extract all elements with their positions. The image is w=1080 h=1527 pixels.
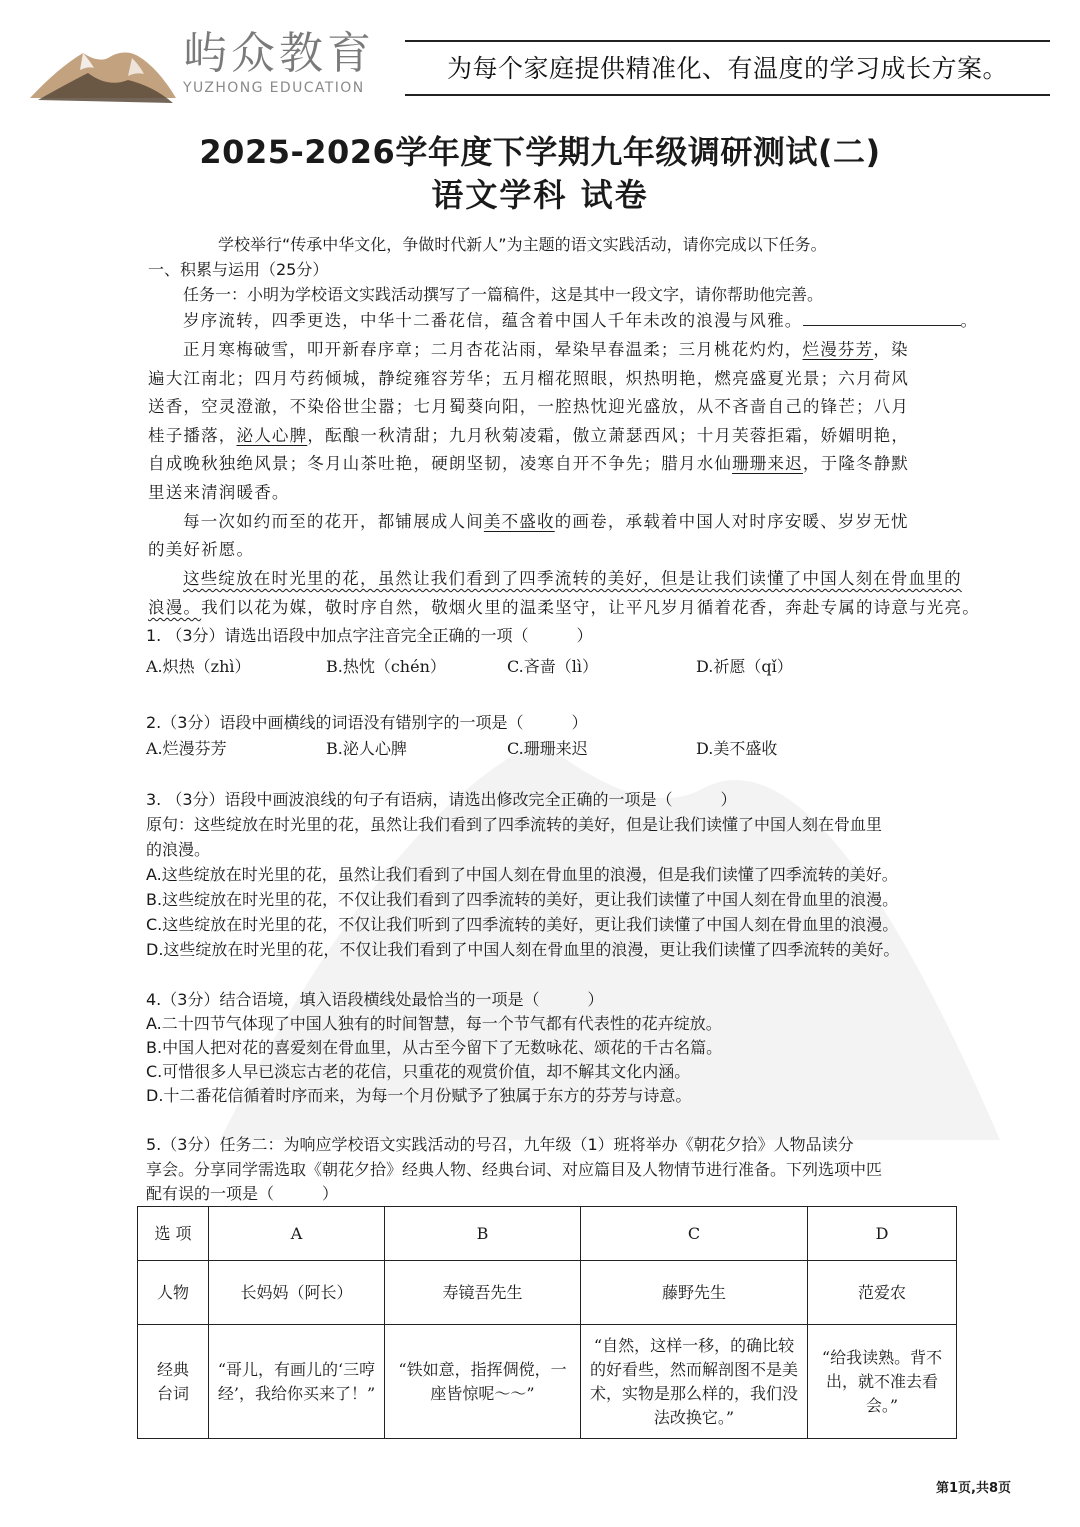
passage-line [183, 339, 909, 361]
passage-text: 每一次如约而至的花开，都铺展成人间 [183, 512, 484, 531]
table-cell: “铁如意，指挥倜傥，一座皆惊呢～～” [385, 1325, 581, 1439]
table-cell: “给我读熟。背不出，就不准去看会。” [808, 1325, 957, 1439]
question-2-option: B.泌人心脾 [326, 739, 407, 758]
exam-subtitle: 语文学科 试卷 [431, 176, 649, 214]
passage-line [183, 511, 909, 533]
passage-text: 岁序流转，四季更迭，中华十二番花信，蕴含着中国人千年未改的浪漫与风雅。 [183, 311, 803, 330]
passage-line [148, 597, 980, 619]
table-cell: “自然，这样一移，的确比较的好看些，然而解剖图不是美术，实物是那么样的，我们没法改换它。” [581, 1325, 808, 1439]
passage-text: 正月寒梅破雪，叩开新春序章；二月杏花沾雨，晕染早春温柔；三月桃花灼灼， [183, 340, 803, 359]
question-2-option: C.珊珊来迟 [507, 739, 588, 758]
question-2-option: A.烂漫芬芳 [146, 739, 227, 758]
question-4-option: B.中国人把对花的喜爱刻在骨血里，从古至今留下了无数咏花、颂花的千古名篇。 [146, 1038, 723, 1057]
passage-text: 的画卷，承载着中国人对时序安暖、岁岁无忧 [554, 512, 909, 531]
fill-blank [803, 311, 961, 326]
question-3-option: D.这些绽放在时光里的花，不仅让我们看到了中国人刻在骨血里的浪漫，更让我们读懂了四季流转的美好。 [146, 940, 900, 959]
question-4-option: C.可惜很多人早已淡忘古老的花信，只重花的观赏价值，却不解其文化内涵。 [146, 1062, 691, 1081]
slogan-top-rule [405, 40, 1050, 42]
passage-text: 自成晚秋独绝风景；冬月山茶吐艳，硬朗坚韧，凌寒自开不争先；腊月水仙 [148, 454, 733, 473]
question-2-option: D.美不盛收 [696, 739, 778, 758]
mountain-logo-icon [28, 28, 178, 108]
table-header-cell: D [808, 1207, 957, 1261]
table-cell: 范爱农 [808, 1261, 957, 1325]
intro-text: 学校举行“传承中华文化，争做时代新人”为主题的语文实践活动，请你完成以下任务。 [218, 235, 827, 254]
table-row-label [138, 1325, 209, 1439]
question-3-option: C.这些绽放在时光里的花，不仅让我们听到了四季流转的美好，更让我们读懂了中国人刻在骨血里的浪漫。 [146, 915, 899, 934]
question-2-stem: 2.（3分）语段中画横线的词语没有错别字的一项是（ ） [146, 713, 588, 732]
table-row-label-line: 台词 [156, 1383, 189, 1403]
table-cell: “哥儿，有画儿的‘三哼经’，我给你买来了！” [209, 1325, 385, 1439]
question-3-original: 原句：这些绽放在时光里的花，虽然让我们看到了四季流转的美好，但是让我们读懂了中国人刻在骨血里 [146, 815, 883, 834]
passage-line [183, 310, 978, 332]
exam-title: 2025-2026学年度下学期九年级调研测试(二) [199, 133, 881, 171]
passage-line: 里送来清润暖香。 [148, 483, 290, 502]
task-one: 任务一：小明为学校语文实践活动撰写了一篇稿件，这是其中一段文字，请你帮助他完善。 [183, 285, 824, 304]
question-4-stem: 4.（3分）结合语境，填入语段横线处最恰当的一项是（ ） [146, 990, 604, 1009]
passage-line: 遍大江南北；四月芍药倾城，静绽雍容芳华；五月榴花照眼，炽热明艳，燃亮盛夏光景；六月荷风 [148, 369, 910, 388]
table-row [138, 1261, 957, 1325]
question-1-option: C.吝啬（lì） [507, 657, 598, 676]
table-header-cell: 选 项 [138, 1207, 209, 1261]
table-cell: 藤野先生 [581, 1261, 808, 1325]
brand-name-english: YUZHONG EDUCATION [183, 80, 365, 96]
passage-line [148, 453, 909, 475]
question-3-stem: 3. （3分）语段中画波浪线的句子有语病，请选出修改完全正确的一项是（ ） [146, 790, 737, 809]
wavy-underlined-sentence: 浪漫。 [148, 598, 202, 617]
question-5-stem: 5.（3分）任务二：为响应学校语文实践活动的号召，九年级（1）班将举办《朝花夕拾》人物品读分 [146, 1135, 854, 1154]
slogan: 为每个家庭提供精准化、有温度的学习成长方案。 [446, 54, 1008, 83]
question-4-option: D.十二番花信循着时序而来，为每一个月份赋予了独属于东方的芬芳与诗意。 [146, 1086, 692, 1105]
table-row-label: 人物 [138, 1261, 209, 1325]
slogan-bottom-rule [405, 94, 1050, 96]
page-number: 第1页,共8页 [936, 1481, 1012, 1496]
passage-line [183, 568, 962, 590]
question-1-option: A.炽热（zhì） [146, 657, 251, 676]
brand-name: 屿众教育 [183, 28, 375, 79]
character-table [137, 1206, 957, 1439]
table-header-cell: A [209, 1207, 385, 1261]
underlined-word: 烂漫芬芳 [802, 340, 874, 359]
question-1-stem: 1. （3分）请选出语段中加点字注音完全正确的一项（ ） [146, 626, 593, 645]
passage-text: 桂子播落， [148, 426, 237, 445]
wavy-underlined-sentence: 这些绽放在时光里的花，虽然让我们看到了四季流转的美好，但是让我们读懂了中国人刻在骨血里的 [183, 569, 962, 588]
section-heading: 一、积累与运用（25分） [148, 260, 329, 279]
question-3-option: A.这些绽放在时光里的花，虽然让我们看到了中国人刻在骨血里的浪漫，但是我们读懂了四季流转的美好。 [146, 865, 898, 884]
passage-text: ，于隆冬静默 [802, 454, 910, 473]
passage-line: 送香，空灵澄澈，不染俗世尘嚣；七月蜀葵向阳，一腔热忱迎光盛放，从不吝啬自己的锋芒；八月 [148, 397, 910, 416]
table-row [138, 1207, 957, 1261]
table-header-cell: C [581, 1207, 808, 1261]
passage-text: ，酝酿一秋清甜；九月秋菊凌霜，傲立萧瑟西风；十月芙蓉拒霜，娇媚明艳， [307, 426, 910, 445]
passage-text: 我们以花为媒，敬时序自然，敬烟火里的温柔坚守，让平凡岁月循着花香，奔赴专属的诗意与光亮。 [201, 598, 980, 617]
question-4-option: A.二十四节气体现了中国人独有的时间智慧，每一个节气都有代表性的花卉绽放。 [146, 1014, 722, 1033]
question-3-option: B.这些绽放在时光里的花，不仅让我们看到了四季流转的美好，更让我们读懂了中国人刻在骨血里的浪漫。 [146, 890, 899, 909]
table-row-label-line: 经典 [156, 1359, 189, 1379]
underlined-word: 美不盛收 [483, 512, 555, 531]
table-header-cell: B [385, 1207, 581, 1261]
passage-text: ，染 [873, 340, 909, 359]
question-5-stem: 享会。分享同学需选取《朝花夕拾》经典人物、经典台词、对应篇目及人物情节进行准备。下列选项中匹 [146, 1160, 883, 1179]
question-3-original: 的浪漫。 [146, 840, 211, 859]
underlined-word: 珊珊来迟 [732, 454, 803, 473]
table-cell: 长妈妈（阿长） [209, 1261, 385, 1325]
passage-line: 的美好祈愿。 [148, 540, 255, 559]
question-5-stem: 配有误的一项是（ ） [146, 1184, 339, 1203]
table-row [138, 1325, 957, 1439]
passage-text: 。 [960, 311, 979, 330]
question-1-option: D.祈愿（qǐ） [696, 657, 793, 676]
passage-line [148, 425, 909, 447]
underlined-word: 泌人心脾 [236, 426, 308, 445]
table-cell: 寿镜吾先生 [385, 1261, 581, 1325]
question-1-option: B.热忱（chén） [326, 657, 446, 676]
